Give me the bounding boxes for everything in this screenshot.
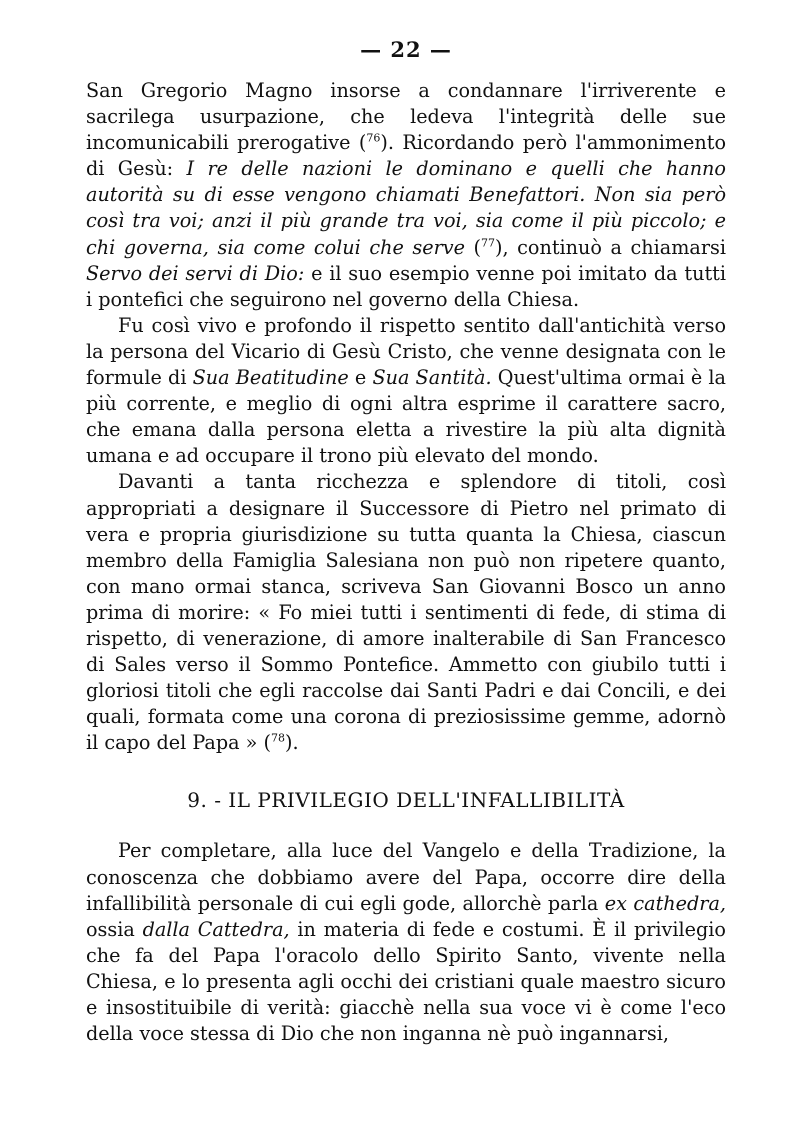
italic-text: Sua Santità. (372, 366, 492, 390)
italic-text: I re delle nazioni le dominano e quelli che hanno autorità su di esse vengono chiamati Benefattori. Non sia però così tra voi; anzi il più grande tra voi, sia come il più piccolo; e chi governa, sia come colui che serve (86, 157, 726, 259)
text-segment: Fu così vivo e profondo il rispetto sentito dall'antichità verso la persona del Vicario di Gesù Cristo, che venne designata con le formule di (86, 313, 726, 390)
text-segment: e (348, 366, 373, 390)
italic-text: dalla Cattedra, (142, 917, 290, 941)
page-number: — 22 — (360, 37, 452, 62)
text-segment: Per completare, alla luce del Vangelo e della Tradizione, la conoscenza che dobbiamo avere del Papa, occorre dire della infallibilità personale di cui egli gode, allorchè parla (86, 839, 726, 915)
paragraph (86, 469, 726, 756)
text-segment: ). Ricordando però l'ammonimento di Gesù: (86, 131, 727, 181)
text-segment: ( (464, 235, 482, 259)
footnote-ref: 77 (481, 236, 496, 250)
footnote-ref: 76 (366, 131, 381, 145)
text-segment: ossia (86, 917, 143, 941)
book-page (86, 36, 726, 1047)
body-text-after-heading (86, 838, 726, 1047)
text-segment: ). (285, 731, 299, 755)
paragraph (86, 313, 726, 470)
text-segment: Quest'ultima ormai è la più corrente, e meglio di ogni altra esprime il carattere sacro, che emana dalla persona eletta a rivestire la più alta dignità umana e ad occupare il trono più elevato del mondo. (86, 366, 726, 468)
text-segment: Davanti a tanta ricchezza e splendore di titoli, così appropriati a designare il Successore di Pietro nel primato di vera e propria giurisdizione su tutta quanta la Chiesa, ciascun membro della Famiglia Salesiana non può non ripetere quanto, con mano ormai stanca, scriveva San Giovanni Bosco un anno prima di morire: « Fo miei tutti i sentimenti di fede, di stima di rispetto, di venerazione, di amore inalterabile di San Francesco di Sales verso il Sommo Pontefice. Ammetto con giubilo tutti i gloriosi titoli che egli raccolse dai Santi Padri e dai Concili, e dei quali, formata come una corona di preziosissime gemme, adornò il capo del Papa » ( (86, 470, 726, 755)
italic-text: Sua Beatitudine (192, 366, 349, 390)
italic-text: ex cathedra, (604, 891, 726, 915)
italic-text: Servo dei servi di Dio: (86, 261, 305, 285)
footnote-ref: 78 (271, 731, 285, 745)
text-segment: San Gregorio Magno insorse a condannare l'irriverente e sacrilega usurpazione, che ledeva l'integrità delle sue incomunicabili prerogative ( (86, 79, 726, 155)
text-segment: in materia di fede e costumi. È il privilegio che fa del Papa l'oracolo dello Spirito Santo, vivente nella Chiesa, e lo presenta agli occhi dei cristiani quale maestro sicuro e insostituibile di verità: giacchè nella sua voce vi è come l'eco della voce stessa di Dio che non inganna nè può ingannarsi, (86, 917, 726, 1046)
text-segment: e il suo esempio venne poi imitato da tutti i pontefici che seguirono nel governo della Chiesa. (86, 261, 726, 311)
paragraph (86, 78, 726, 313)
text-segment: ), continuò a chiamarsi (495, 235, 726, 259)
section-heading: 9. - IL PRIVILEGIO DELL'INFALLIBILITÀ (187, 788, 625, 813)
body-text-before-heading (86, 78, 726, 756)
paragraph (86, 838, 726, 1047)
